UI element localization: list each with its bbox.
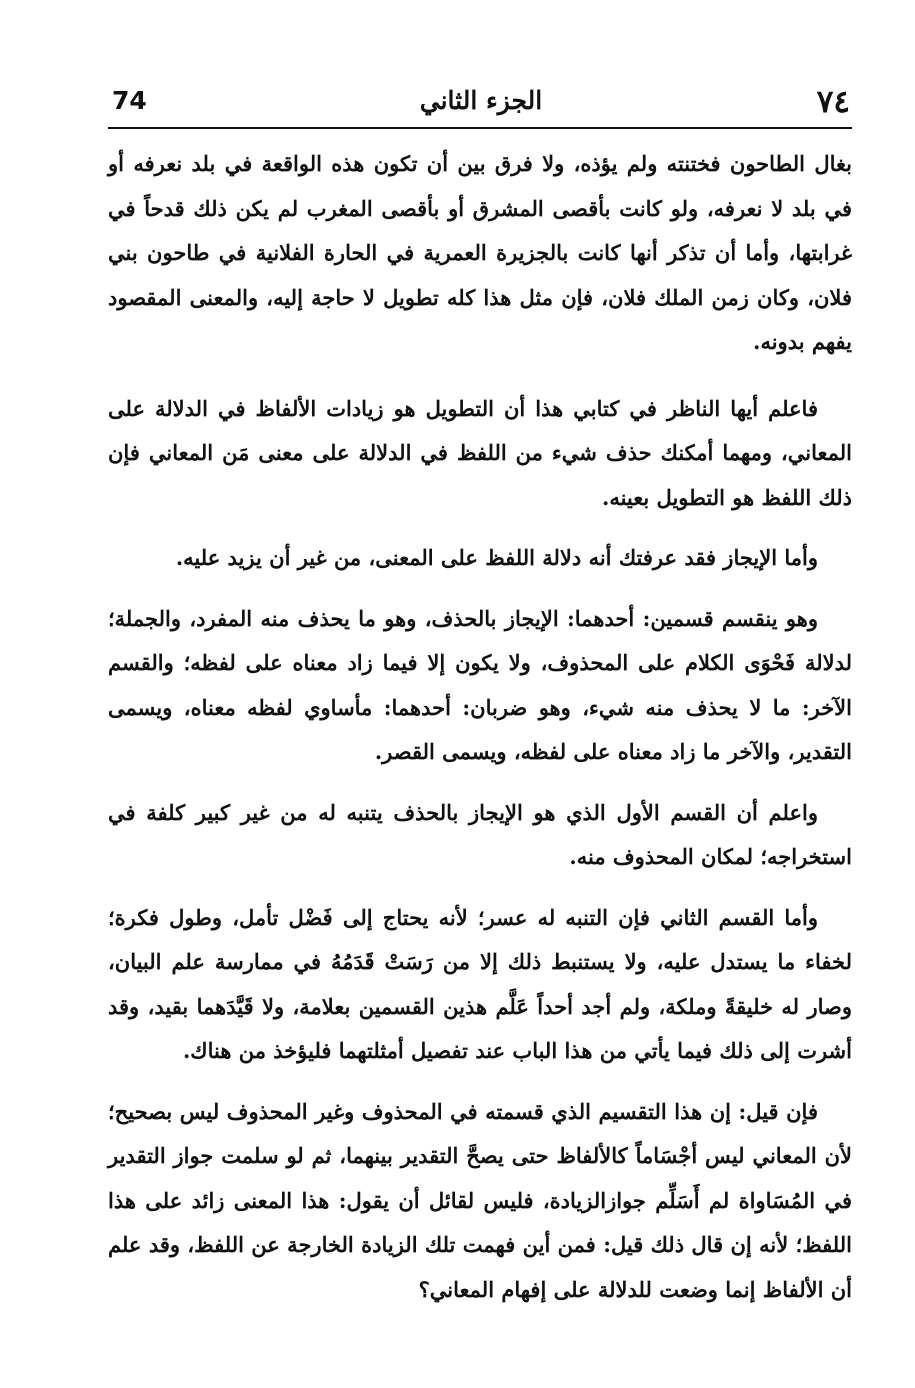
page-number-arabic: ٧٤ bbox=[816, 84, 850, 120]
paragraph: فاعلم أيها الناظر في كتابي هذا أن التطويل هو زيادات الألفاظ في الدلالة على المعاني، ومهما أمكنك حذف شيء من اللفظ في الدلالة على معنى مَن المعاني فإن ذلك اللفظ هو التطويل بعينه. bbox=[108, 395, 852, 510]
paragraph: واعلم أن القسم الأول الذي هو الإيجاز بالحذف يتنبه له من غير كبير كلفة في استخراجه؛ لمكان المحذوف منه. bbox=[108, 799, 852, 869]
page-number-latin: 74 bbox=[112, 86, 147, 115]
page-body bbox=[108, 142, 852, 1328]
paragraph: فإن قيل: إن هذا التقسيم الذي قسمته في المحذوف وغير المحذوف ليس بصحيح؛ لأن المعاني ليس أجْسَاماً كالألفاظ حتى يصحَّ التقدير بينهما، ثم لو سلمت جواز التقدير في المُسَاواة لم أَسَلِّم جوازالزيادة، فليس لقائل أن يقول: هذا المعنى زائد على هذا اللفظ؛ لأنه إن قال ذلك قيل: فمن أين فهمت تلك الزيادة الخارجة عن اللفظ، وقد علم أن الألفاظ إنما وضعت للدلالة على إفهام المعاني؟ bbox=[108, 1098, 852, 1302]
paragraph: وهو ينقسم قسمين: أحدهما: الإيجاز بالحذف، وهو ما يحذف منه المفرد، والجملة؛ لدلالة فَحْوَى الكلام على المحذوف، ولا يكون إلا فيما زاد معناه على لفظه؛ والقسم الآخر: ما لا يحذف منه شيء، وهو ضربان: أحدهما: مأساوي لفظه معناه، ويسمى التقدير، والآخر ما زاد معناه على لفظه، ويسمى القصر. bbox=[108, 605, 852, 764]
running-title: الجزء الثاني bbox=[419, 86, 543, 115]
page-header bbox=[112, 78, 850, 122]
paragraph: وأما الإيجاز فقد عرفتك أنه دلالة اللفظ على المعنى، من غير أن يزيد عليه. bbox=[175, 545, 818, 570]
paragraph: بغال الطاحون فختنته ولم يؤذه، ولا فرق بين أن تكون هذه الواقعة في بلد نعرفه أو في بلد لا نعرفه، ولو كانت بأقصى المشرق أو بأقصى المغرب لم يكن ذلك قدحاً في غرابتها، وأما أن تذكر أنها كانت بالجزيرة العمرية في الحارة الفلانية في طاحون بني فلان، وكان زمن الملك فلان، فإن مثل هذا كله تطويل لا حاجة إليه، والمعنى المقصود يفهم بدونه. bbox=[108, 151, 852, 354]
header-rule bbox=[108, 127, 852, 129]
paragraph: وأما القسم الثاني فإن التنبه له عسر؛ لأنه يحتاج إلى فَضْل تأمل، وطول فكرة؛ لخفاء ما يستدل عليه، ولا يستنبط ذلك إلا من رَسَتْ قَدَمُهُ في ممارسة علم البيان، وصار له خليقةً وملكة، ولم أجد أحداً عَلَّم هذين القسمين بعلامة، ولا قَيَّدَهما بقيد، وقد أشرت إلى ذلك فيما يأتي من هذا الباب عند تفصيل أمثلتهما فليؤخذ من هناك. bbox=[108, 904, 852, 1063]
